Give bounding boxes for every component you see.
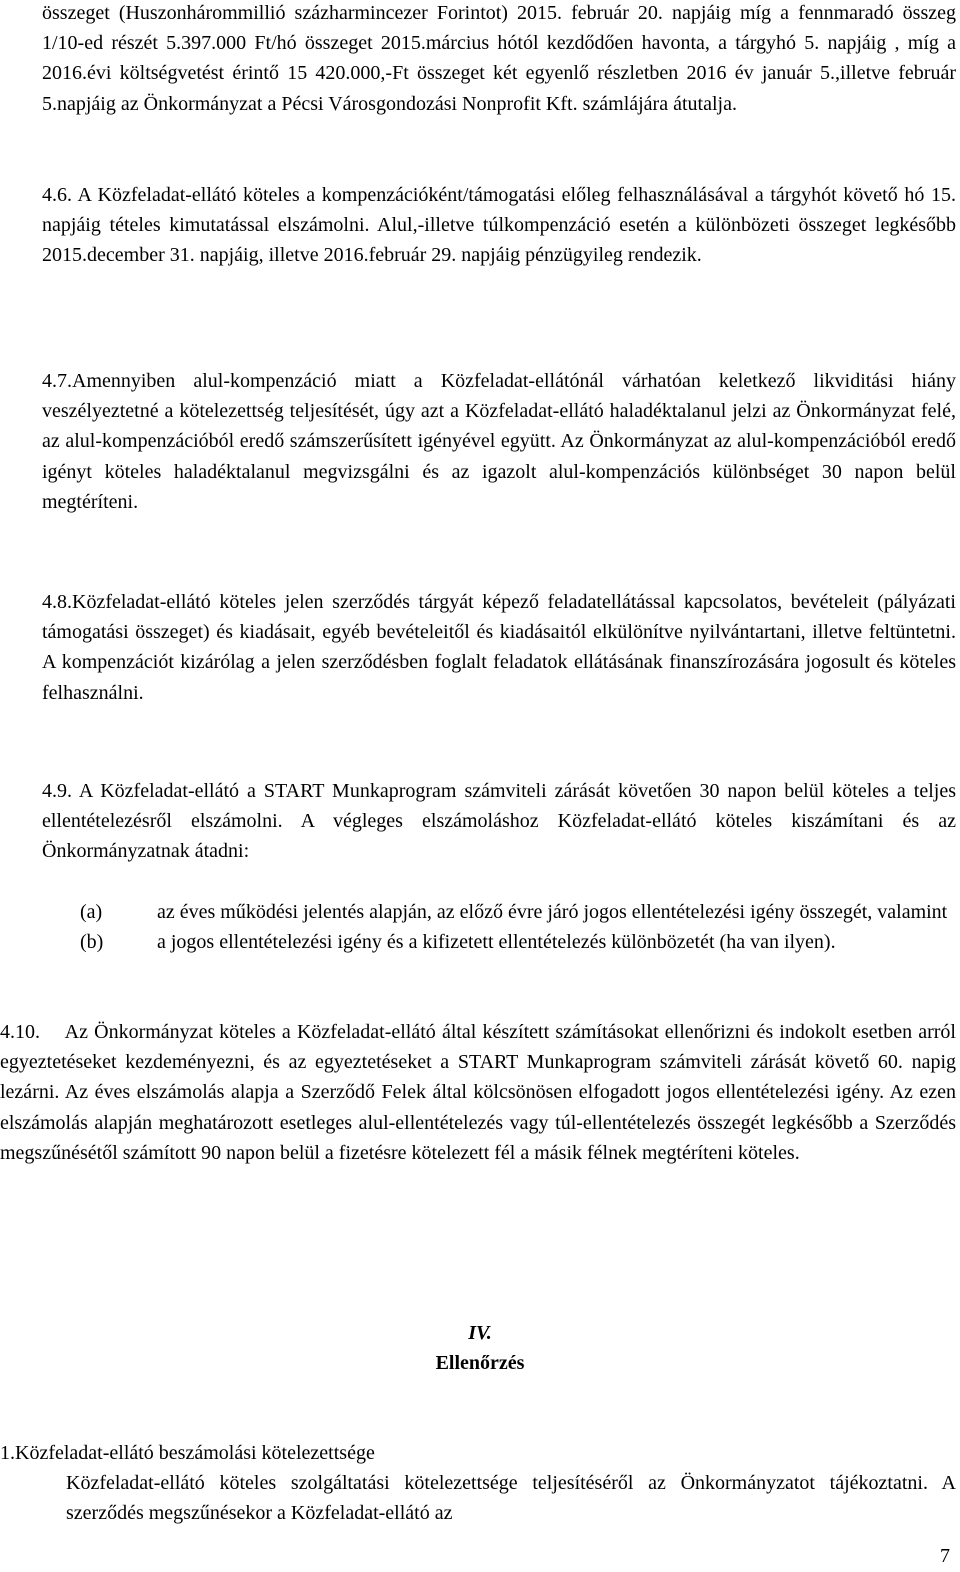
chapter-number: IV. (468, 1322, 492, 1344)
subsection-paragraph: Közfeladat-ellátó köteles szolgáltatási kötelezettsége teljesítéséről az Önkormányzatot tájékoztatni. A szerződés megszűnésekor a Közfeladat-ellátó az (66, 1472, 956, 1525)
list-item (42, 897, 956, 927)
section-4-10 (0, 1017, 956, 1168)
list-item (42, 927, 956, 957)
section-number: 4.8. (42, 591, 72, 613)
section-text: Az Önkormányzat köteles a Közfeladat-ellátó által készített számításokat ellenőrizni és indokolt esetben arról egyeztetéseket kezdeményezni, és az egyeztetéseket a START Munkaprogram számviteli zárását követő 60. napig lezárni. Az éves elszámolás alapja a Szerződő Felek által kölcsönösen elfogadott jogos ellentételezési igény. Az ezen elszámolás alapján meghatározott esetleges alul-ellentételezés vagy túl-ellentételezés összegét legkésőbb a Szerződés megszűnésétől számított 90 napon belül a fizetésre kötelezett fél a másik félnek megtéríteni köteles. (0, 1021, 956, 1164)
section-text: A Közfeladat-ellátó a START Munkaprogram számviteli zárását követően 30 napon belül köteles a teljes ellentételezésről elszámolni. A végleges elszámoláshoz Közfeladat-ellátó köteles kiszámítani és az Önkormányzatnak átadni: (42, 780, 956, 863)
section-number: 4.7. (42, 370, 72, 392)
list-letter: (a) (80, 901, 103, 923)
list-letter: (b) (80, 931, 104, 954)
section-4-6 (42, 180, 956, 271)
chapter-title: Ellenőrzés (435, 1352, 525, 1375)
section-text: A Közfeladat-ellátó köteles a kompenzációként/támogatási előleg felhasználásával a tárgyhót követő hó 15. napjáig tételes kimutatással elszámolni. Alul,-illetve túlkompenzáció esetén a különbözeti összeget legkésőbb 2015.december 31. napjáig, illetve 2016.február 29. napjáig pénzügyileg rendezik. (42, 184, 956, 267)
section-4-7 (42, 366, 956, 517)
list-text: a jogos ellentételezési igény és a kifizetett ellentételezés különbözetét (ha van ilyen). (157, 931, 836, 954)
page-number: 7 (940, 1545, 950, 1567)
section-4-9-list (42, 897, 956, 957)
intro-paragraph: összeget (Huszonhárommillió százharmincezer Forintot) 2015. február 20. napjáig míg a fennmaradó összeg 1/10-ed részét 5.397.000 Ft/hó összeget 2015.március hótól kezdődően havonta, a tárgyhó 5. napjáig , míg a 2016.évi költségvetést érintő 15 420.000,-Ft összeget két egyenlő részletben 2016 év január 5.,illetve február 5.napjáig az Önkormányzat a Pécsi Városgondozási Nonprofit Kft. számlájára átutalja. (42, 2, 956, 115)
section-number: 4.9. (42, 780, 72, 802)
section-number: 4.10. (0, 1021, 40, 1043)
subsection-heading: 1.Közfeladat-ellátó beszámolási kötelezettsége (0, 1442, 375, 1464)
chapter-heading (0, 1318, 960, 1378)
section-text: Közfeladat-ellátó köteles jelen szerződés tárgyát képező feladatellátással kapcsolatos, bevételeit (pályázati támogatási összeget) és kiadásait, egyéb bevételeitől és kiadásaitól elkülönítve nyilvántartani, illetve feltüntetni. A kompenzációt kizárólag a jelen szerződésben foglalt feladatok ellátásának finanszírozására jogosult és köteles felhasználni. (42, 591, 956, 704)
section-text: Amennyiben alul-kompenzáció miatt a Közfeladat-ellátónál várhatóan keletkező likviditási hiány veszélyeztetné a kötelezettség teljesítését, úgy azt a Közfeladat-ellátó haladéktalanul jelzi az Önkormányzat felé, az alul-kompenzációból eredő számszerűsített igényével együtt. Az Önkormányzat az alul-kompenzációból eredő igényt köteles haladéktalanul megvizsgálni és az igazolt alul-kompenzációs különbséget 30 napon belül megtéríteni. (42, 370, 956, 513)
section-4-9 (42, 776, 956, 867)
list-text: az éves működési jelentés alapján, az előző évre járó jogos ellentételezési igény összegét, valamint (157, 901, 948, 923)
section-number: 4.6. (42, 184, 72, 206)
section-4-8 (42, 587, 956, 708)
